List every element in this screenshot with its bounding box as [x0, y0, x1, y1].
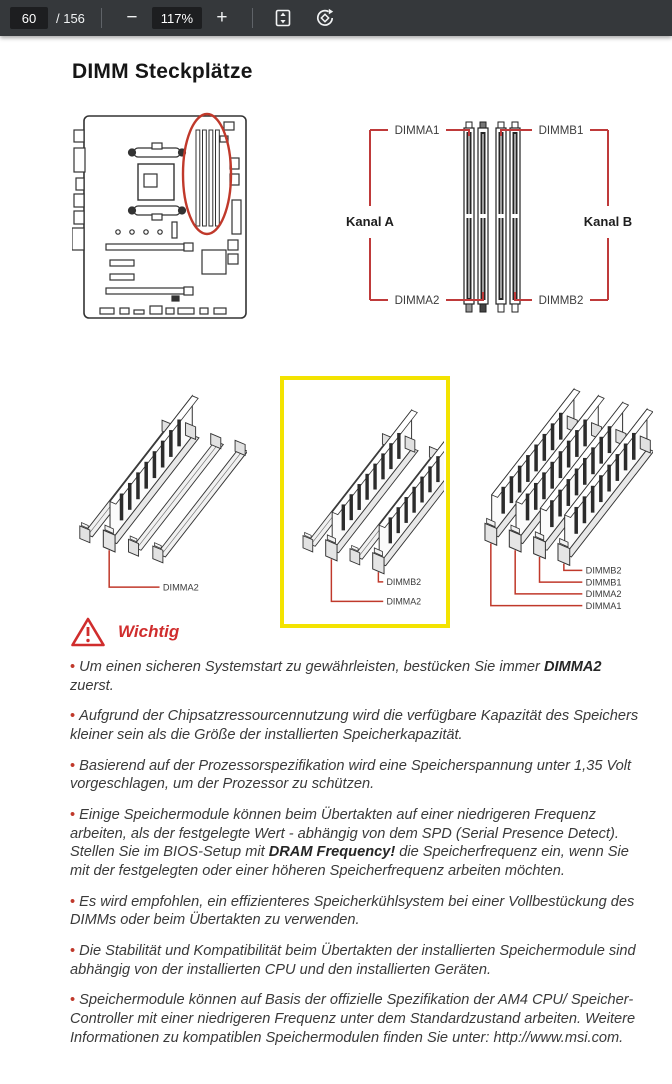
important-bullet-list [70, 658, 642, 1047]
install3-label-dimma2: DIMMA2 [585, 589, 622, 600]
label-dimmb1: DIMMB1 [538, 125, 584, 137]
zoom-out-button[interactable]: − [126, 7, 138, 28]
install-diagram-two-modules [286, 385, 444, 620]
leader-line [109, 550, 159, 587]
important-header [70, 616, 642, 648]
channel-slots [464, 122, 520, 312]
bullet-item [70, 806, 642, 881]
recommended-config-highlight [280, 376, 450, 628]
install2-label-dimma2: DIMMA2 [386, 596, 422, 607]
label-kanal-a: Kanal A [346, 214, 394, 229]
bullet-item [70, 942, 642, 979]
label-dimma2: DIMMA2 [394, 295, 440, 307]
bullet-item [70, 893, 642, 930]
bullet-text: Es wird empfohlen, ein effizienteres Speicherkühlsystem bei einer Vollbestückung des DIMMs oder beim Übertakten zu verwenden. [70, 893, 635, 929]
bullet-text: die Speicherfrequenz ein, wenn Sie mit der festgelegten oder einer höheren Speicherfrequenz arbeiten möchten. [70, 844, 629, 880]
install2-label-dimmb2: DIMMB2 [386, 576, 422, 587]
install-diagram-four-modules [468, 374, 653, 609]
bullet-text: Einige Speichermodule können beim Übertakten auf einer niedrigeren Frequenz arbeiten, als der festgelegte Wert - abhängig von dem SPD (Serial Presence Detect). Stellen Sie im BIOS-Setup mit [70, 807, 619, 861]
install1-label-dimma2: DIMMA2 [162, 582, 199, 593]
install-diagram-one-module [62, 374, 247, 609]
bullet-bold-text: DIMMA2 [543, 659, 602, 675]
motherboard-diagram [72, 110, 257, 328]
page-count-label: / 156 [56, 10, 85, 26]
bullet-item [70, 991, 642, 1047]
toolbar-divider [252, 8, 253, 28]
pdf-page [0, 36, 672, 1084]
page-title: DIMM Steckplätze [72, 60, 253, 83]
rotate-button[interactable] [311, 4, 339, 32]
rotate-counterclockwise-icon [315, 8, 335, 28]
important-section [70, 616, 642, 1059]
page-number-input[interactable]: 60 [10, 7, 48, 29]
fit-to-page-icon [273, 8, 293, 28]
bullet-item [70, 757, 642, 794]
label-dimmb2: DIMMB2 [538, 295, 584, 307]
bullet-text: zuerst. [70, 677, 114, 694]
toolbar-divider [101, 8, 102, 28]
bullet-text: Basierend auf der Prozessorspezifikation wird eine Speicherspannung unter 1,35 Volt vorgeschlagen, um der Prozessor zu schützen. [70, 757, 632, 793]
channel-diagram [336, 110, 641, 325]
bullet-text: Um einen sicheren Systemstart zu gewährleisten, bestücken Sie immer [79, 659, 544, 675]
important-heading: Wichtig [118, 622, 180, 641]
label-dimma1: DIMMA1 [394, 125, 440, 137]
install3-label-dimmb2: DIMMB2 [585, 565, 622, 576]
bullet-item [70, 658, 642, 695]
bullet-text: Speichermodule können auf Basis der offizielle Spezifikation der AM4 CPU/ Speicher-Controller mit einer niedrigeren Frequenz unter dem Standardzustand arbeiten. Weitere Informationen zu kompatiblen Speichermodulen finden Sie unter: http://www.msi.com. [70, 992, 636, 1046]
bullet-text: Aufgrund der Chipsatzressourcennutzung wird die verfügbare Kapazität des Speichers kleiner sein als die Größe der installierten Speicherkapazität. [70, 708, 639, 744]
channel-bracket-lines [370, 130, 608, 300]
zoom-in-button[interactable]: + [216, 7, 228, 28]
warning-triangle-icon [70, 616, 106, 648]
install3-label-dimmb1: DIMMB1 [585, 577, 622, 588]
bullet-bold-text: DRAM Frequency! [268, 844, 396, 861]
fit-to-page-button[interactable] [269, 4, 297, 32]
bullet-item [70, 707, 642, 744]
bullet-text: Die Stabilität und Kompatibilität beim Übertakten der installierten Speichermodule sind abhängig von der installierten CPU und den installierten Geräten. [70, 943, 636, 978]
pdf-toolbar [0, 0, 672, 36]
zoom-level-input[interactable]: 117% [152, 7, 202, 29]
label-kanal-b: Kanal B [583, 214, 633, 229]
install3-label-dimma1: DIMMA1 [585, 601, 622, 609]
